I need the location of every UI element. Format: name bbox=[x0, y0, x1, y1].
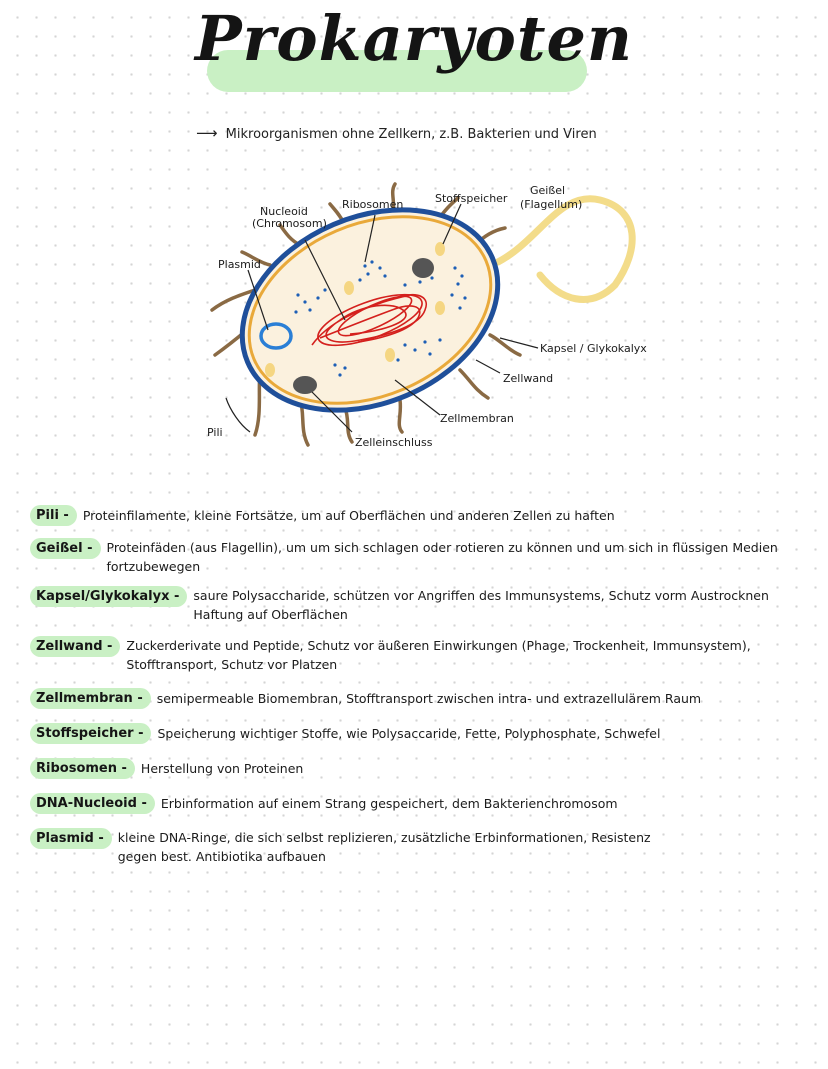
label-ribosomes: Ribosomen bbox=[342, 198, 404, 211]
definition-plasmid bbox=[30, 828, 810, 866]
subtitle bbox=[196, 124, 597, 142]
definition-text: saure Polysaccharide, schützen vor Angriffen des Immunsystems, Schutz vorm Austrocknen bbox=[193, 588, 769, 603]
term-pili: Pili - bbox=[30, 505, 77, 526]
definition-text-cont: fortzubewegen bbox=[106, 559, 201, 574]
definition-text: Speicherung wichtiger Stoffe, wie Polysaccaride, Fette, Polyphosphate, Schwefel bbox=[157, 726, 661, 741]
definition-text: Erbinformation auf einem Strang gespeichert, dem Bakterienchromosom bbox=[160, 796, 618, 811]
definition-cell-membrane bbox=[30, 688, 810, 709]
definition-text: kleine DNA-Ringe, die sich selbst replizieren, zusätzliche Erbinformationen, Resistenz bbox=[117, 830, 651, 845]
definition-ribosomes bbox=[30, 758, 810, 779]
subtitle-text: Mikroorganismen ohne Zellkern, z.B. Bakterien und Viren bbox=[225, 127, 597, 142]
label-plasmid: Plasmid bbox=[218, 258, 261, 271]
definition-text-cont: gegen best. Antibiotika aufbauen bbox=[117, 849, 326, 864]
definition-cell-wall bbox=[30, 636, 810, 674]
label-nucleoid: Nucleoid bbox=[260, 205, 308, 218]
term-plasmid: Plasmid - bbox=[30, 828, 112, 849]
definition-pili bbox=[30, 505, 810, 526]
definition-text-cont: Haftung auf Oberflächen bbox=[193, 607, 348, 622]
term-nucleoid: DNA-Nucleoid - bbox=[30, 793, 155, 814]
term-stores: Stoffspeicher - bbox=[30, 723, 151, 744]
title-area bbox=[0, 0, 828, 130]
definition-capsule bbox=[30, 586, 810, 624]
term-cell-membrane: Zellmembran - bbox=[30, 688, 151, 709]
definition-text: semipermeable Biomembran, Stofftransport zwischen intra- und extrazellulärem Raum bbox=[156, 691, 702, 706]
prokaryote-diagram bbox=[0, 170, 828, 460]
label-pili: Pili bbox=[207, 426, 223, 439]
label-flagellum: Geißel bbox=[530, 184, 566, 197]
label-stores: Stoffspeicher bbox=[435, 192, 508, 205]
definition-text: Zuckerderivate und Peptide, Schutz vor äußeren Einwirkungen (Phage, Trockenheit, Immunsystem), bbox=[126, 638, 751, 653]
page-title: Prokaryoten bbox=[195, 2, 633, 75]
term-cell-wall: Zellwand - bbox=[30, 636, 120, 657]
term-flagellum: Geißel - bbox=[30, 538, 101, 559]
definition-text: Proteinfilamente, kleine Fortsätze, um auf Oberflächen und anderen Zellen zu haften bbox=[82, 508, 615, 523]
definitions-list bbox=[30, 505, 810, 864]
definition-text: Herstellung von Proteinen bbox=[140, 761, 304, 776]
definition-stores bbox=[30, 723, 810, 744]
definition-nucleoid bbox=[30, 793, 810, 814]
term-ribosomes: Ribosomen - bbox=[30, 758, 135, 779]
flagellum-shape bbox=[498, 199, 632, 300]
label-inclusions: Zelleinschluss bbox=[355, 436, 433, 449]
label-nucleoid-sub: (Chromosom) bbox=[252, 217, 327, 230]
definition-text-cont: Stofftransport, Schutz vor Platzen bbox=[126, 657, 338, 672]
label-cell-membrane: Zellmembran bbox=[440, 412, 514, 425]
inclusion-shape bbox=[412, 258, 434, 278]
definition-text: Proteinfäden (aus Flagellin), um um sich schlagen oder rotieren zu können und um sich in flüssigen Medien bbox=[106, 540, 778, 555]
definition-flagellum bbox=[30, 538, 810, 576]
arrow-right-icon: ⟶ bbox=[196, 124, 218, 142]
inclusion-shape bbox=[293, 376, 317, 394]
term-capsule: Kapsel/Glykokalyx - bbox=[30, 586, 187, 607]
label-capsule: Kapsel / Glykokalyx bbox=[540, 342, 647, 355]
label-flagellum-sub: (Flagellum) bbox=[520, 198, 583, 211]
label-cell-wall: Zellwand bbox=[503, 372, 554, 385]
